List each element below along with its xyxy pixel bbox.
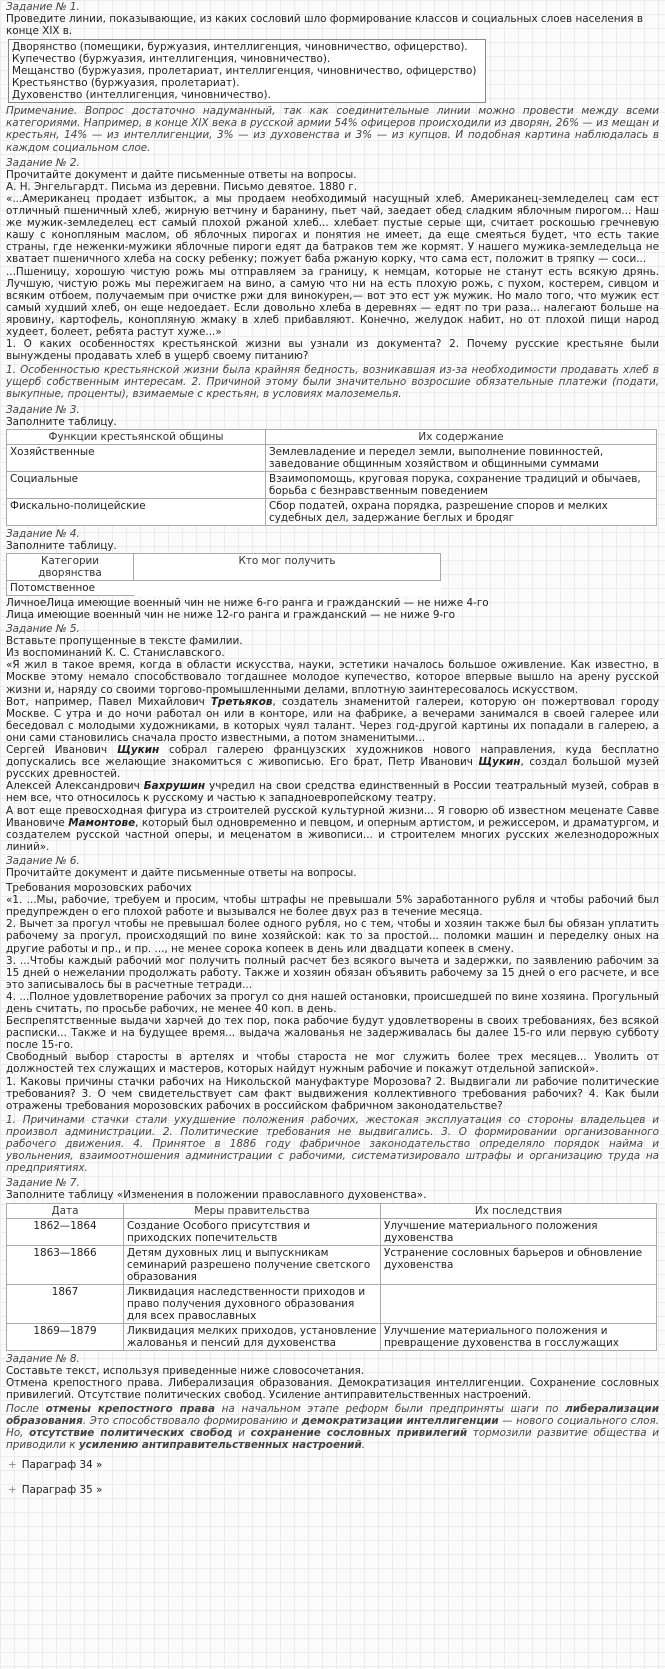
clergy-table — [6, 1203, 657, 1351]
task-header: Задание № 2. — [6, 156, 80, 169]
column-header: Категории дворянства — [7, 553, 134, 580]
table-row — [7, 1245, 657, 1284]
filled-surname: Третьяков — [210, 695, 273, 708]
document-text: «...Американец продает избыток, а мы продаем необходимый насущный хлеб. Американец-земледелец сам ест отличный пшеничный хлеб, жирную ветчину и баранину, пьет чай, заедает обед сладким яблочным пирогом... Наш же мужик-земледелец ест самый плохой ржаной хлеб... хлебает пустые серые щи, считает роскошью гречневую кашу с конопляным маслом, об яблочных пирогах и понятия не имеет, да еще смеяться будет, что есть такие страны, где неженки-мужики яблочные пироги едят да батраков тем же кормят. У нашего мужика-земледельца не хватает пшеничного хлеба на соску ребенку; пожует баба ржаную корку, что сама ест, положит в тряпку — соси... — [6, 192, 659, 266]
task-6 — [6, 855, 659, 1174]
phrases: Отмена крепостного права. Либерализация образования. Демократизация интеллигенции. Сохранение сословных привилегий. Отсутствие политических свобод. Усиление антиправительственных настроений. — [6, 1376, 659, 1401]
nobility-table — [6, 553, 441, 596]
plus-icon: + — [8, 1484, 17, 1497]
table-cell: Ликвидация мелких приходов, установление жалованья и пенсий для духовенства — [124, 1323, 381, 1350]
plus-icon: + — [8, 1459, 17, 1472]
table-cell: 1862—1864 — [7, 1218, 124, 1245]
table-cell: 1869—1879 — [7, 1323, 124, 1350]
estate-item: Крестьянство (буржуазия, пролетариат). — [12, 77, 240, 90]
document-source: Из воспоминаний К. С. Станиславского. — [6, 647, 225, 660]
table-row — [7, 471, 657, 498]
table-overflow-text: ЛичноеЛица имеющие военный чин не ниже 6-го ранга и гражданский — не ниже 4-го — [6, 596, 489, 609]
task-prompt: Заполните таблицу «Изменения в положении православного духовенства». — [6, 1189, 427, 1202]
task-prompt: Вставьте пропущенные в тексте фамилии. — [6, 635, 243, 648]
table-row — [7, 1218, 657, 1245]
paragraph-34-link[interactable]: + Параграф 34 » — [8, 1459, 103, 1472]
task-header: Задание № 8. — [6, 1352, 80, 1365]
task-8 — [6, 1353, 659, 1452]
task-1 — [6, 1, 659, 154]
paragraph-35-link[interactable]: + Параграф 35 » — [8, 1484, 103, 1497]
task-prompt: Составьте текст, используя приведенные ниже словосочетания. — [6, 1364, 365, 1377]
table-cell: Хозяйственные — [7, 444, 266, 471]
task-prompt: Заполните таблицу. — [6, 539, 117, 552]
column-header: Их последствия — [381, 1203, 657, 1218]
task-4 — [6, 528, 659, 621]
memoir-text: Алексей Александрович Бахрушин учредил на свои средства единственный в России театральный музей, собрав в нем все, что относилось к русскому и частью к западноевропейскому театру. — [6, 780, 660, 805]
memoir-text: Сергей Иванович Щукин собрал галерею французских художников нового направления, куда бесплатно допускались все желающие знакомиться с живописью. Его брат, Петр Иванович Щукин, создал большой музей русских древностей. — [6, 744, 660, 781]
table-cell: Взаимопомощь, круговая порука, сохранение традиций и обычаев, борьба с безнравственным поведением — [266, 471, 657, 498]
task-header: Задание № 6. — [6, 854, 80, 867]
column-header: Их содержание — [266, 429, 657, 444]
estates-list — [8, 39, 486, 103]
answer: После отмены крепостного права на начальном этапе реформ были предприняты шаги по либерализации образования. Это способствовало формированию и демократизации интеллигенции — нового социального слоя. Но, отсутствие политических свобод и сохранение сословных привилегий тормозили развитие общества и приводили к усилению антиправительственных настроений. — [6, 1402, 660, 1452]
table-cell: Устранение сословных барьеров и обновление духовенства — [381, 1245, 657, 1284]
filled-surname: Бахрушин — [143, 780, 206, 793]
table-row — [7, 498, 657, 525]
table-cell: Социальные — [7, 471, 266, 498]
estate-item: Мещанство (буржуазия, пролетариат, интеллигенция, чиновничество, офицерство) — [12, 65, 477, 78]
table-row — [7, 444, 657, 471]
task-5 — [6, 623, 659, 853]
document-text: ...Пшеницу, хорошую чистую рожь мы отправляем за границу, к немцам, которые не станут есть всякую дрянь. Лучшую, чистую рожь мы пережигаем на вино, а самую что ни на есть плохую рожь, с пухом, костерем, сивцом и всяким отбоем, получаемым при очистке ржи для винокурен,— вот это ест уж мужик. Но мало того, что мужик ест самый худший хлеб, он еще недоедает. Если довольно хлеба в деревнях — едят по три раза... налегают больше на яровину, картофель, конопляную жмаку в хлеб прибавляют. Конечно, желудок набит, но от плохой пищи народ худеет, болеет, ребята растут хуже...» — [6, 265, 659, 338]
document-text: «1. ...Мы, рабочие, требуем и просим, чтобы штрафы не превышали 5% заработанного рубля и чтобы рабочий был предупрежден о его плохой работе и вызывался не более двух раз в течение месяца. — [6, 894, 659, 919]
table-cell — [381, 1284, 657, 1323]
table-overflow-text: Лица имеющие военный чин не ниже 12-го ранга и гражданский — не ниже 9-го — [6, 609, 455, 621]
task-3 — [6, 404, 659, 526]
table-cell: Ликвидация наследственности приходов и право получения духовного образования для всех православных — [124, 1284, 381, 1323]
task-prompt: Заполните таблицу. — [6, 415, 117, 428]
document-title: Требования морозовских рабочих — [6, 882, 192, 895]
task-prompt: Прочитайте документ и дайте письменные ответы на вопросы. — [6, 168, 357, 181]
task-header: Задание № 1. — [6, 1, 80, 13]
estate-item: Дворянство (помещики, буржуазия, интеллигенция, чиновничество, офицерство). — [12, 41, 468, 54]
task-note: Примечание. Вопрос достаточно надуманный, так как соединительные линии можно провести между всеми категориями. Например, в конце XIX века в русской армии 54% офицеров происходили из дворян, 26% — из мещан и крестьян, 14% — из интеллигенции, 3% — из духовенства и 3% — из купцов. И подобная картина наблюдалась в каждом социальном слое. — [6, 105, 659, 154]
column-header: Кто мог получить — [134, 553, 441, 580]
document-text: 2. Вычет за прогул чтобы не превышал более одного рубля, но с тем, чтобы и хозяин также был бы обязан уплатить рабочему за прогул, происходящий по вине хозяйской: как то за простой... поломки машин и переделку оных на другие работы и пр., и пр. ..., не менее сорока копеек в день или двадцати копеек в смену. — [6, 918, 659, 955]
table-cell: Землевладение и передел земли, выполнение повинностей, заведование общинным хозяйством и общинными суммами — [266, 444, 657, 471]
task-prompt: Проведите линии, показывающие, из каких сословий шло формирование классов и социальных слоев населения в конце XIX в. — [6, 13, 643, 38]
table-cell: 1863—1866 — [7, 1245, 124, 1284]
table-cell: Детям духовных лиц и выпускникам семинарий разрешено получение светского образования — [124, 1245, 381, 1284]
table-cell: Создание Особого присутствия и приходских попечительств — [124, 1218, 381, 1245]
community-functions-table — [6, 429, 657, 526]
table-row — [7, 1323, 657, 1350]
column-header: Функции крестьянской общины — [7, 429, 266, 444]
table-cell: 1867 — [7, 1284, 124, 1323]
empty-cell — [134, 580, 441, 595]
document-text: 4. ...Полное удовлетворение рабочих за прогул со дня нашей остановки, происшедшей по вине хозяина. Прогульный день считать, по просьбе рабочих, не менее 40 коп. в день. — [6, 990, 659, 1015]
estate-item: Купечество (буржуазия, интеллигенция, чиновничество). — [12, 53, 331, 66]
task-prompt: Прочитайте документ и дайте письменные ответы на вопросы. — [6, 866, 357, 879]
memoir-text: А вот еще превосходная фигура из строителей русской культурной жизни... Я говорю об известном меценате Савве Ивановиче Мамонтове, который был одновременно и певцом, и оперным артистом, и режиссером, и драматургом, и создателем русской частной оперы, и меценатом в живописи... и строителем многих русских железнодорожных линий». — [6, 804, 659, 853]
table-cell: Фискально-полицейские — [7, 498, 266, 525]
table-cell: Улучшение материального положения духовенства — [381, 1218, 657, 1245]
document-text: 3. ...Чтобы каждый рабочий мог получить полный расчет без всякого вычета и задержки, по заявлению рабочим за 15 дней о нежелании продолжать работу. Также и хозяин обязан объявить рабочему за 15 дней о его расчете, и все это записывалось бы в расчетные тетради... — [6, 954, 659, 991]
table-row — [7, 1284, 657, 1323]
document-source: А. Н. Энгельгардт. Письма из деревни. Письмо девятое. 1880 г. — [6, 180, 358, 193]
task-2 — [6, 157, 659, 401]
column-header: Меры правительства — [124, 1203, 381, 1218]
document-text: Свободный выбор старосты в артелях и чтобы староста не мог служить более трех месяцев... Уволить от должностей тех служащих и мастеров, которых найдут нужным рабочие и покажут отдельной запиской». — [6, 1051, 659, 1076]
table-cell: Улучшение материального положения и превращение духовенства в госслужащих — [381, 1323, 657, 1350]
task-7 — [6, 1177, 659, 1350]
table-cell: Сбор податей, охрана порядка, разрешение споров и мелких судебных дел, задержание беглых и бродяг — [266, 498, 657, 525]
filled-surname: Щукин — [117, 744, 160, 757]
memoir-text: Вот, например, Павел Михайлович Третьяков, создатель знаменитой галереи, которую он пожертвовал городу Москве. С утра и до ночи работал он или в конторе, или на фабрике, а вечерами занимался в своей галерее или беседовал с молодыми художниками, в которых чуял талант. Через год-другой картины их попадали в галерею, а они сами становились сначала просто известными, а потом знаменитыми... — [6, 695, 659, 744]
estate-item: Духовенство (интеллигенция, чиновничество). — [12, 89, 271, 102]
column-header: Дата — [7, 1203, 124, 1218]
filled-surname: Мамонтове — [68, 816, 136, 829]
task-header: Задание № 5. — [6, 623, 80, 636]
task-header: Задание № 7. — [6, 1177, 80, 1190]
table-cell: Потомственное — [7, 580, 134, 595]
answer: 1. Причинами стачки стали ухудшение положения рабочих, жестокая эксплуатация со стороны владельцев и произвол администрации. 2. Политические требования не выдвигались. 3. О формировании организованного рабочего движения. 4. Принятое в 1886 году фабричное законодательство определяло порядок найма и увольнения, взаимоотношения администрации с рабочими, систематизировало штрафы и организацию труда на предприятиях. — [6, 1113, 659, 1175]
task-header: Задание № 4. — [6, 527, 80, 540]
memoir-text: «Я жил в такое время, когда в области искусства, науки, эстетики началось большое оживление. Как известно, в Москве этому немало способствовало тогдашнее молодое купечество, которое впервые вышло на арену русской жизни и, наряду со своими торгово-промышленными делами, вплотную заинтересовалось искусством. — [6, 659, 659, 696]
table-row — [7, 580, 441, 595]
questions: 1. Каковы причины стачки рабочих на Никольской мануфактуре Морозова? 2. Выдвигали ли рабочие политические требования? 3. О чем свидетельствует сам факт выдвижения коллективного требования рабочих? 4. Как были отражены требования морозовских рабочих в российском фабричном законодательстве? — [6, 1075, 659, 1112]
questions: 1. О каких особенностях крестьянской жизни вы узнали из документа? 2. Почему русские крестьяне были вынуждены продавать хлеб в ущерб своему питанию? — [6, 338, 659, 363]
filled-surname: Щукин — [478, 756, 521, 769]
document-text: Беспрепятственные выдачи харчей до тех пор, пока рабочие будут удовлетворены в своих требованиях, без всякой расписки... Также и на будущее время... выдача жалованья не задерживалась бы далее 15-го или первую субботу после 15-го. — [6, 1015, 659, 1052]
task-header: Задание № 3. — [6, 403, 80, 416]
answer: 1. Особенностью крестьянской жизни была крайняя бедность, возникавшая из-за необходимости продавать хлеб в ущерб собственным интересам. 2. Причиной этому были значительно возросшие обязательные платежи (подати, выкупные, проценты), взимаемые с крестьян, в условиях малоземелья. — [6, 364, 659, 401]
